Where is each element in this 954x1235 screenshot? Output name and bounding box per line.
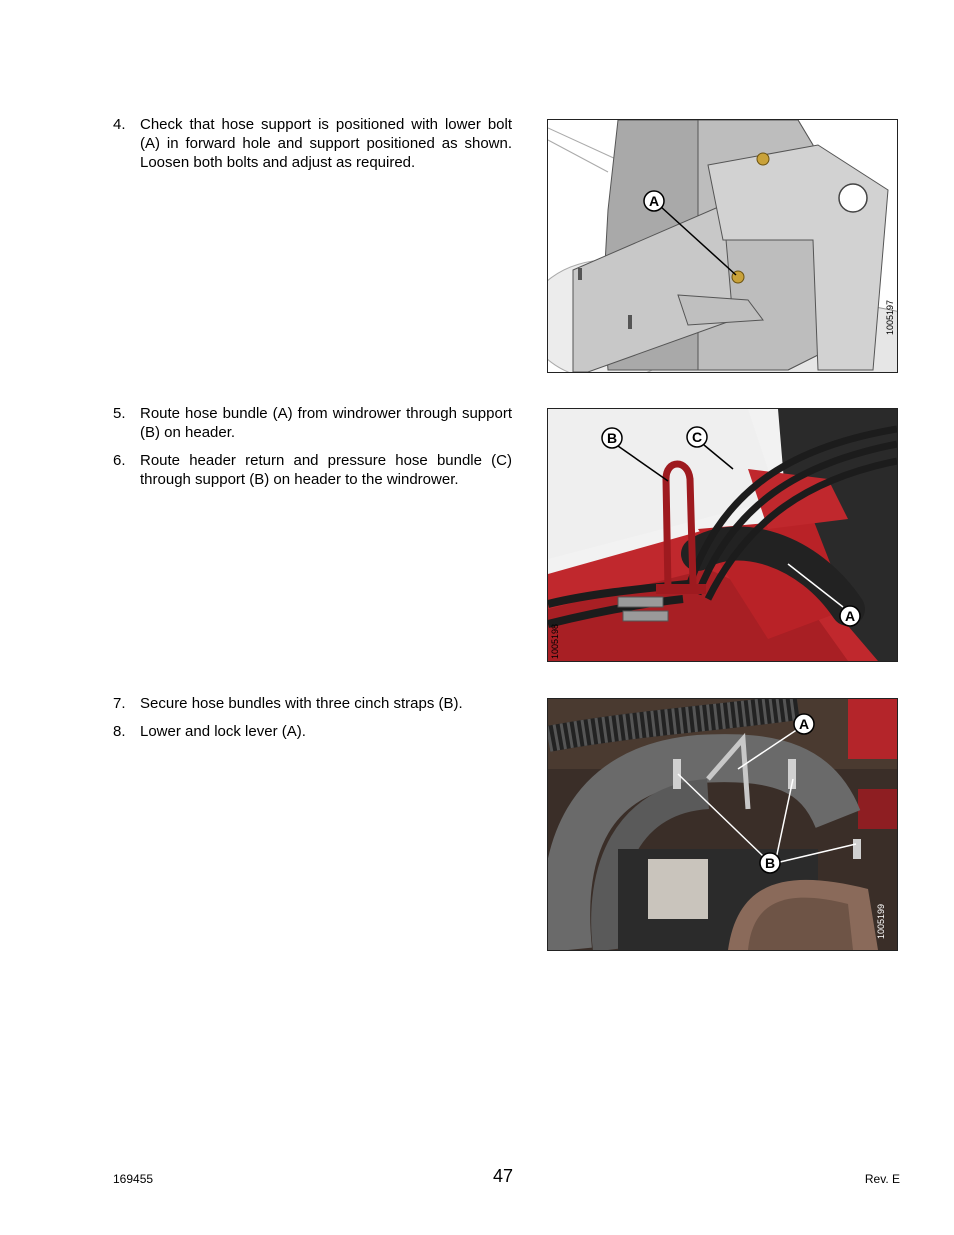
hose-routing-photo <box>548 409 897 661</box>
bracket-illustration <box>548 120 897 372</box>
step-6 <box>113 451 512 489</box>
step-text: Route header return and pressure hose bundle (C) through support (B) on header to the windrower. <box>140 452 512 488</box>
step-number: 8. <box>113 723 126 740</box>
figure-id: 1005197 <box>885 299 895 335</box>
callout-label: B <box>606 430 618 446</box>
figure-cinch-straps-lever <box>547 698 898 951</box>
step-8 <box>113 722 512 741</box>
cinch-strap-photo <box>548 699 897 950</box>
revision: Rev. E <box>864 1172 900 1186</box>
document-number: 169455 <box>113 1172 154 1186</box>
callout-label: A <box>798 716 810 732</box>
figure-hose-support-bracket <box>547 119 898 373</box>
callout-label: A <box>648 193 660 209</box>
step-7 <box>113 694 512 713</box>
figure-id: 1005198 <box>550 623 560 659</box>
step-number: 5. <box>113 405 126 422</box>
step-5 <box>113 404 512 442</box>
figure-hose-routing-header <box>547 408 898 662</box>
step-text: Check that hose support is positioned with lower bolt (A) in forward hole and support positioned as shown. Loosen both bolts and adjust as required. <box>140 116 512 171</box>
step-text: Lower and lock lever (A). <box>140 723 306 740</box>
page-number: 47 <box>493 1166 514 1186</box>
step-text: Secure hose bundles with three cinch straps (B). <box>140 695 463 712</box>
step-number: 6. <box>113 452 126 469</box>
callout-label: C <box>691 429 703 445</box>
step-number: 7. <box>113 695 126 712</box>
callout-label: A <box>844 608 856 624</box>
figure-id: 1005199 <box>876 903 886 939</box>
step-text: Route hose bundle (A) from windrower through support (B) on header. <box>140 405 512 441</box>
callout-label: B <box>764 855 776 871</box>
step-4 <box>113 115 512 172</box>
step-number: 4. <box>113 116 126 133</box>
